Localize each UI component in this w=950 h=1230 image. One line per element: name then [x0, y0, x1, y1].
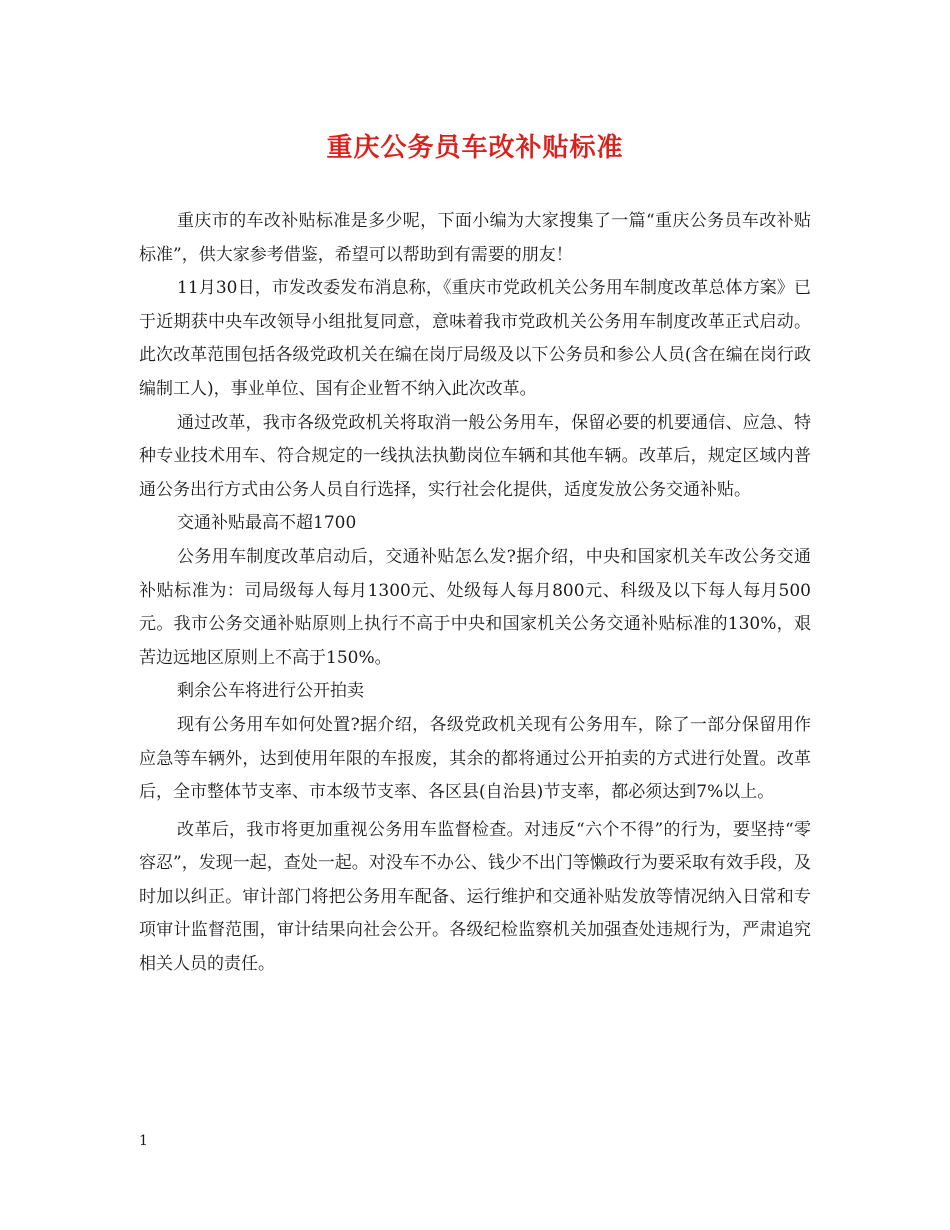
document-title: 重庆公务员车改补贴标准 [326, 133, 624, 163]
subsidy-standard-paragraph: 公务用车制度改革启动后，交通补贴怎么发?据介绍，中央和国家机关车改公务交通补贴标准为：司局级每人每月1300元、处级每人每月800元、科级及以下每人每月500元。我市公务交通补贴原则上执行不高于中央和国家机关公务交通补贴标准的130%，艰苦边远地区原则上不高于150%。 [139, 546, 811, 668]
announcement-paragraph: 11月30日，市发改委发布消息称，《重庆市党政机关公务用车制度改革总体方案》已于近期获中央车改领导小组批复同意，意味着我市党政机关公务用车制度改革正式启动。此次改革范围包括各级党政机关在编在岗厅局级及以下公务员和参公人员(含在编在岗行政编制工人)，事业单位、国有企业暂不纳入此次改革。 [139, 278, 811, 399]
reform-scope-paragraph: 通过改革，我市各级党政机关将取消一般公务用车，保留必要的机要通信、应急、特种专业技术用车、符合规定的一线执法执勤岗位车辆和其他车辆。改革后，规定区域内普通公务出行方式由公务人员自行选择，实行社会化提供，适度发放公务交通补贴。 [139, 412, 811, 500]
document-body [139, 205, 811, 982]
vehicle-disposal-paragraph: 现有公务用车如何处置?据介绍，各级党政机关现有公务用车，除了一部分保留用作应急等车辆外，达到使用年限的车报废，其余的都将通过公开拍卖的方式进行处置。改革后，全市整体节支率、市本级节支率、各区县(自治县)节支率，都必须达到7%以上。 [139, 714, 811, 803]
subsidy-heading: 交通补贴最高不超1700 [177, 513, 357, 534]
intro-paragraph: 重庆市的车改补贴标准是多少呢，下面小编为大家搜集了一篇“重庆公务员车改补贴标准”，供大家参考借鉴，希望可以帮助到有需要的朋友！ [139, 211, 811, 265]
supervision-paragraph: 改革后，我市将更加重视公务用车监督检查。对违反“六个不得”的行为，要坚持“零容忍”，发现一起，查处一起。对没车不办公、钱少不出门等懒政行为要采取有效手段，及时加以纠正。审计部门将把公务用车配备、运行维护和交通补贴发放等情况纳入日常和专项审计监督范围，审计结果向社会公开。各级纪检监察机关加强查处违规行为，严肃追究相关人员的责任。 [139, 819, 811, 975]
auction-heading: 剩余公车将进行公开拍卖 [177, 681, 364, 702]
page-number: 1 [139, 1133, 148, 1149]
